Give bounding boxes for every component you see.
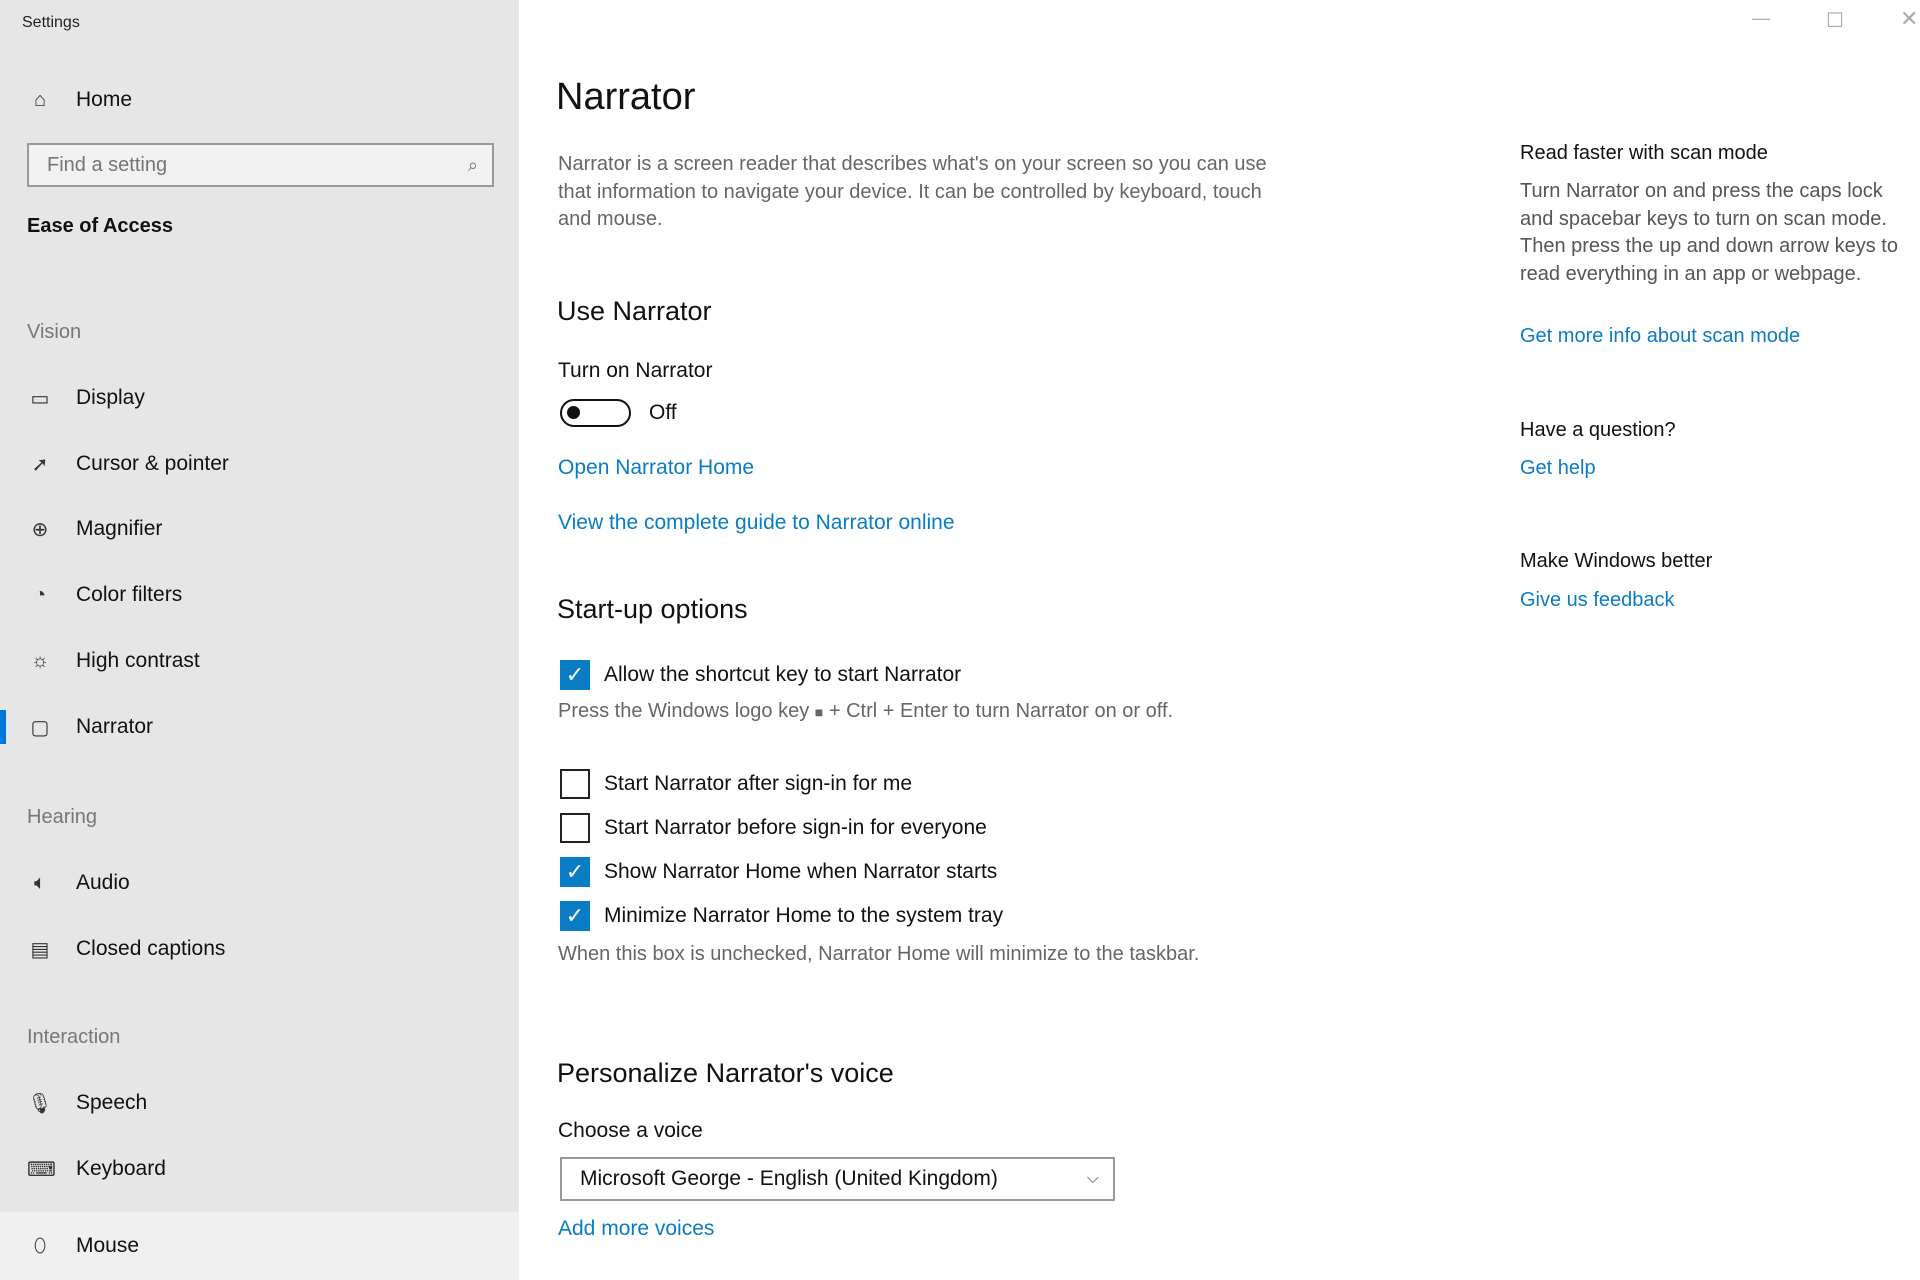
checkbox-label: Start Narrator before sign-in for everyone	[604, 816, 987, 839]
page-title: Narrator	[556, 76, 696, 118]
sidebar-item-mouse[interactable]	[0, 1212, 519, 1280]
item-label: Mouse	[76, 1234, 140, 1257]
feedback-link[interactable]: Give us feedback	[1520, 589, 1675, 611]
category-interaction: Interaction	[27, 1026, 121, 1048]
voice-selected: Microsoft George - English (United Kingdom)	[580, 1167, 998, 1190]
sidebar-item-closed-captions[interactable]	[0, 919, 519, 979]
toggle-state: Off	[649, 401, 677, 424]
checkbox-shortcut-key[interactable]: ✓	[560, 660, 590, 690]
item-label: Cursor & pointer	[76, 452, 229, 475]
close-button[interactable]: ✕	[1900, 6, 1919, 31]
minimize-note: When this box is unchecked, Narrator Home will minimize to the taskbar.	[558, 943, 1200, 965]
checkbox-label: Show Narrator Home when Narrator starts	[604, 860, 998, 883]
checkbox-before-signin[interactable]	[560, 813, 590, 843]
sidebar-item-display[interactable]	[0, 368, 519, 428]
checkbox-label: Allow the shortcut key to start Narrator	[604, 663, 962, 686]
item-label: Narrator	[76, 715, 154, 738]
maximize-button[interactable]: ☐	[1826, 10, 1844, 32]
voice-heading: Personalize Narrator's voice	[557, 1058, 894, 1088]
better-heading: Make Windows better	[1520, 550, 1713, 572]
keyboard-icon: ⌨	[27, 1158, 56, 1181]
add-voices-link[interactable]: Add more voices	[558, 1217, 715, 1240]
window-title: Settings	[22, 14, 80, 31]
narrator-guide-link[interactable]: View the complete guide to Narrator online	[558, 511, 955, 534]
toggle-label: Turn on Narrator	[558, 359, 713, 382]
scan-mode-link[interactable]: Get more info about scan mode	[1520, 325, 1801, 347]
monitor-icon: ▭	[30, 387, 50, 410]
description: Narrator is a screen reader that describes what's on your screen so you can use that information to navigate your device. It can be controlled by keyboard, touch and mouse.	[558, 153, 1267, 230]
sidebar	[0, 0, 519, 1280]
narrator-toggle[interactable]	[560, 399, 631, 427]
search-box[interactable]	[27, 143, 494, 187]
category-hearing: Hearing	[27, 806, 98, 828]
question-heading: Have a question?	[1520, 419, 1676, 441]
speaker-icon: 🔈︎	[34, 871, 46, 894]
item-label: High contrast	[76, 649, 200, 672]
item-label: Keyboard	[76, 1157, 166, 1180]
sidebar-item-magnifier[interactable]	[0, 499, 519, 559]
startup-heading: Start-up options	[557, 594, 748, 624]
checkbox-minimize-tray[interactable]: ✓	[560, 901, 590, 931]
mouse-icon: ⬯	[33, 1234, 47, 1257]
checkbox-after-signin[interactable]	[560, 769, 590, 799]
item-label: Magnifier	[76, 517, 163, 540]
color-filter-icon: ◔	[33, 583, 47, 606]
section-title: Ease of Access	[27, 215, 174, 237]
sidebar-item-high-contrast[interactable]	[0, 631, 519, 691]
category-vision: Vision	[27, 321, 82, 343]
scan-body: Turn Narrator on and press the caps lock and spacebar keys to turn on scan mode. Then press the up and down arrow keys to read everything in an app or webpage.	[1520, 180, 1898, 285]
toggle-knob	[567, 406, 580, 419]
sidebar-item-keyboard[interactable]	[0, 1139, 519, 1199]
narrator-icon: ▢	[30, 716, 50, 739]
sun-icon: ☼	[30, 649, 50, 672]
item-label: Display	[76, 386, 145, 409]
note-text: Press the Windows logo key	[558, 700, 810, 722]
item-label: Color filters	[76, 583, 183, 606]
checkbox-label: Start Narrator after sign-in for me	[604, 772, 913, 795]
sidebar-item-speech[interactable]	[0, 1073, 519, 1133]
item-label: Speech	[76, 1091, 148, 1114]
microphone-icon: 🎙︎	[27, 1092, 53, 1115]
selection-indicator	[0, 710, 6, 744]
sidebar-item-cursor[interactable]	[0, 434, 519, 494]
sidebar-home[interactable]	[0, 70, 519, 130]
search-input[interactable]	[29, 154, 429, 177]
get-help-link[interactable]: Get help	[1520, 457, 1596, 479]
chevron-down-icon: ⌵	[1086, 1170, 1099, 1187]
item-label: Closed captions	[76, 937, 226, 960]
checkbox-label: Minimize Narrator Home to the system tray	[604, 904, 1004, 927]
voice-label: Choose a voice	[558, 1119, 703, 1142]
checkbox-show-home[interactable]: ✓	[560, 857, 590, 887]
cursor-icon: ➚	[31, 453, 49, 476]
minimize-button[interactable]: —	[1752, 8, 1770, 28]
scan-heading: Read faster with scan mode	[1520, 142, 1768, 164]
captions-icon: ▤	[30, 938, 50, 961]
voice-dropdown[interactable]	[560, 1157, 1115, 1201]
sidebar-item-color-filters[interactable]	[0, 565, 519, 625]
open-narrator-home-link[interactable]: Open Narrator Home	[558, 456, 755, 479]
note-text: + Ctrl + Enter to turn Narrator on or off.	[828, 700, 1174, 722]
search-icon[interactable]: ⌕	[467, 154, 478, 175]
sidebar-item-narrator[interactable]	[0, 697, 519, 757]
windows-logo-icon: ■	[814, 704, 824, 720]
home-label: Home	[76, 88, 133, 111]
use-narrator-heading: Use Narrator	[557, 296, 712, 326]
home-icon: ⌂	[33, 88, 47, 111]
shortcut-note	[558, 697, 1298, 726]
item-label: Audio	[76, 871, 130, 894]
sidebar-item-audio[interactable]	[0, 853, 519, 913]
magnifier-icon: ⊕	[31, 518, 49, 541]
